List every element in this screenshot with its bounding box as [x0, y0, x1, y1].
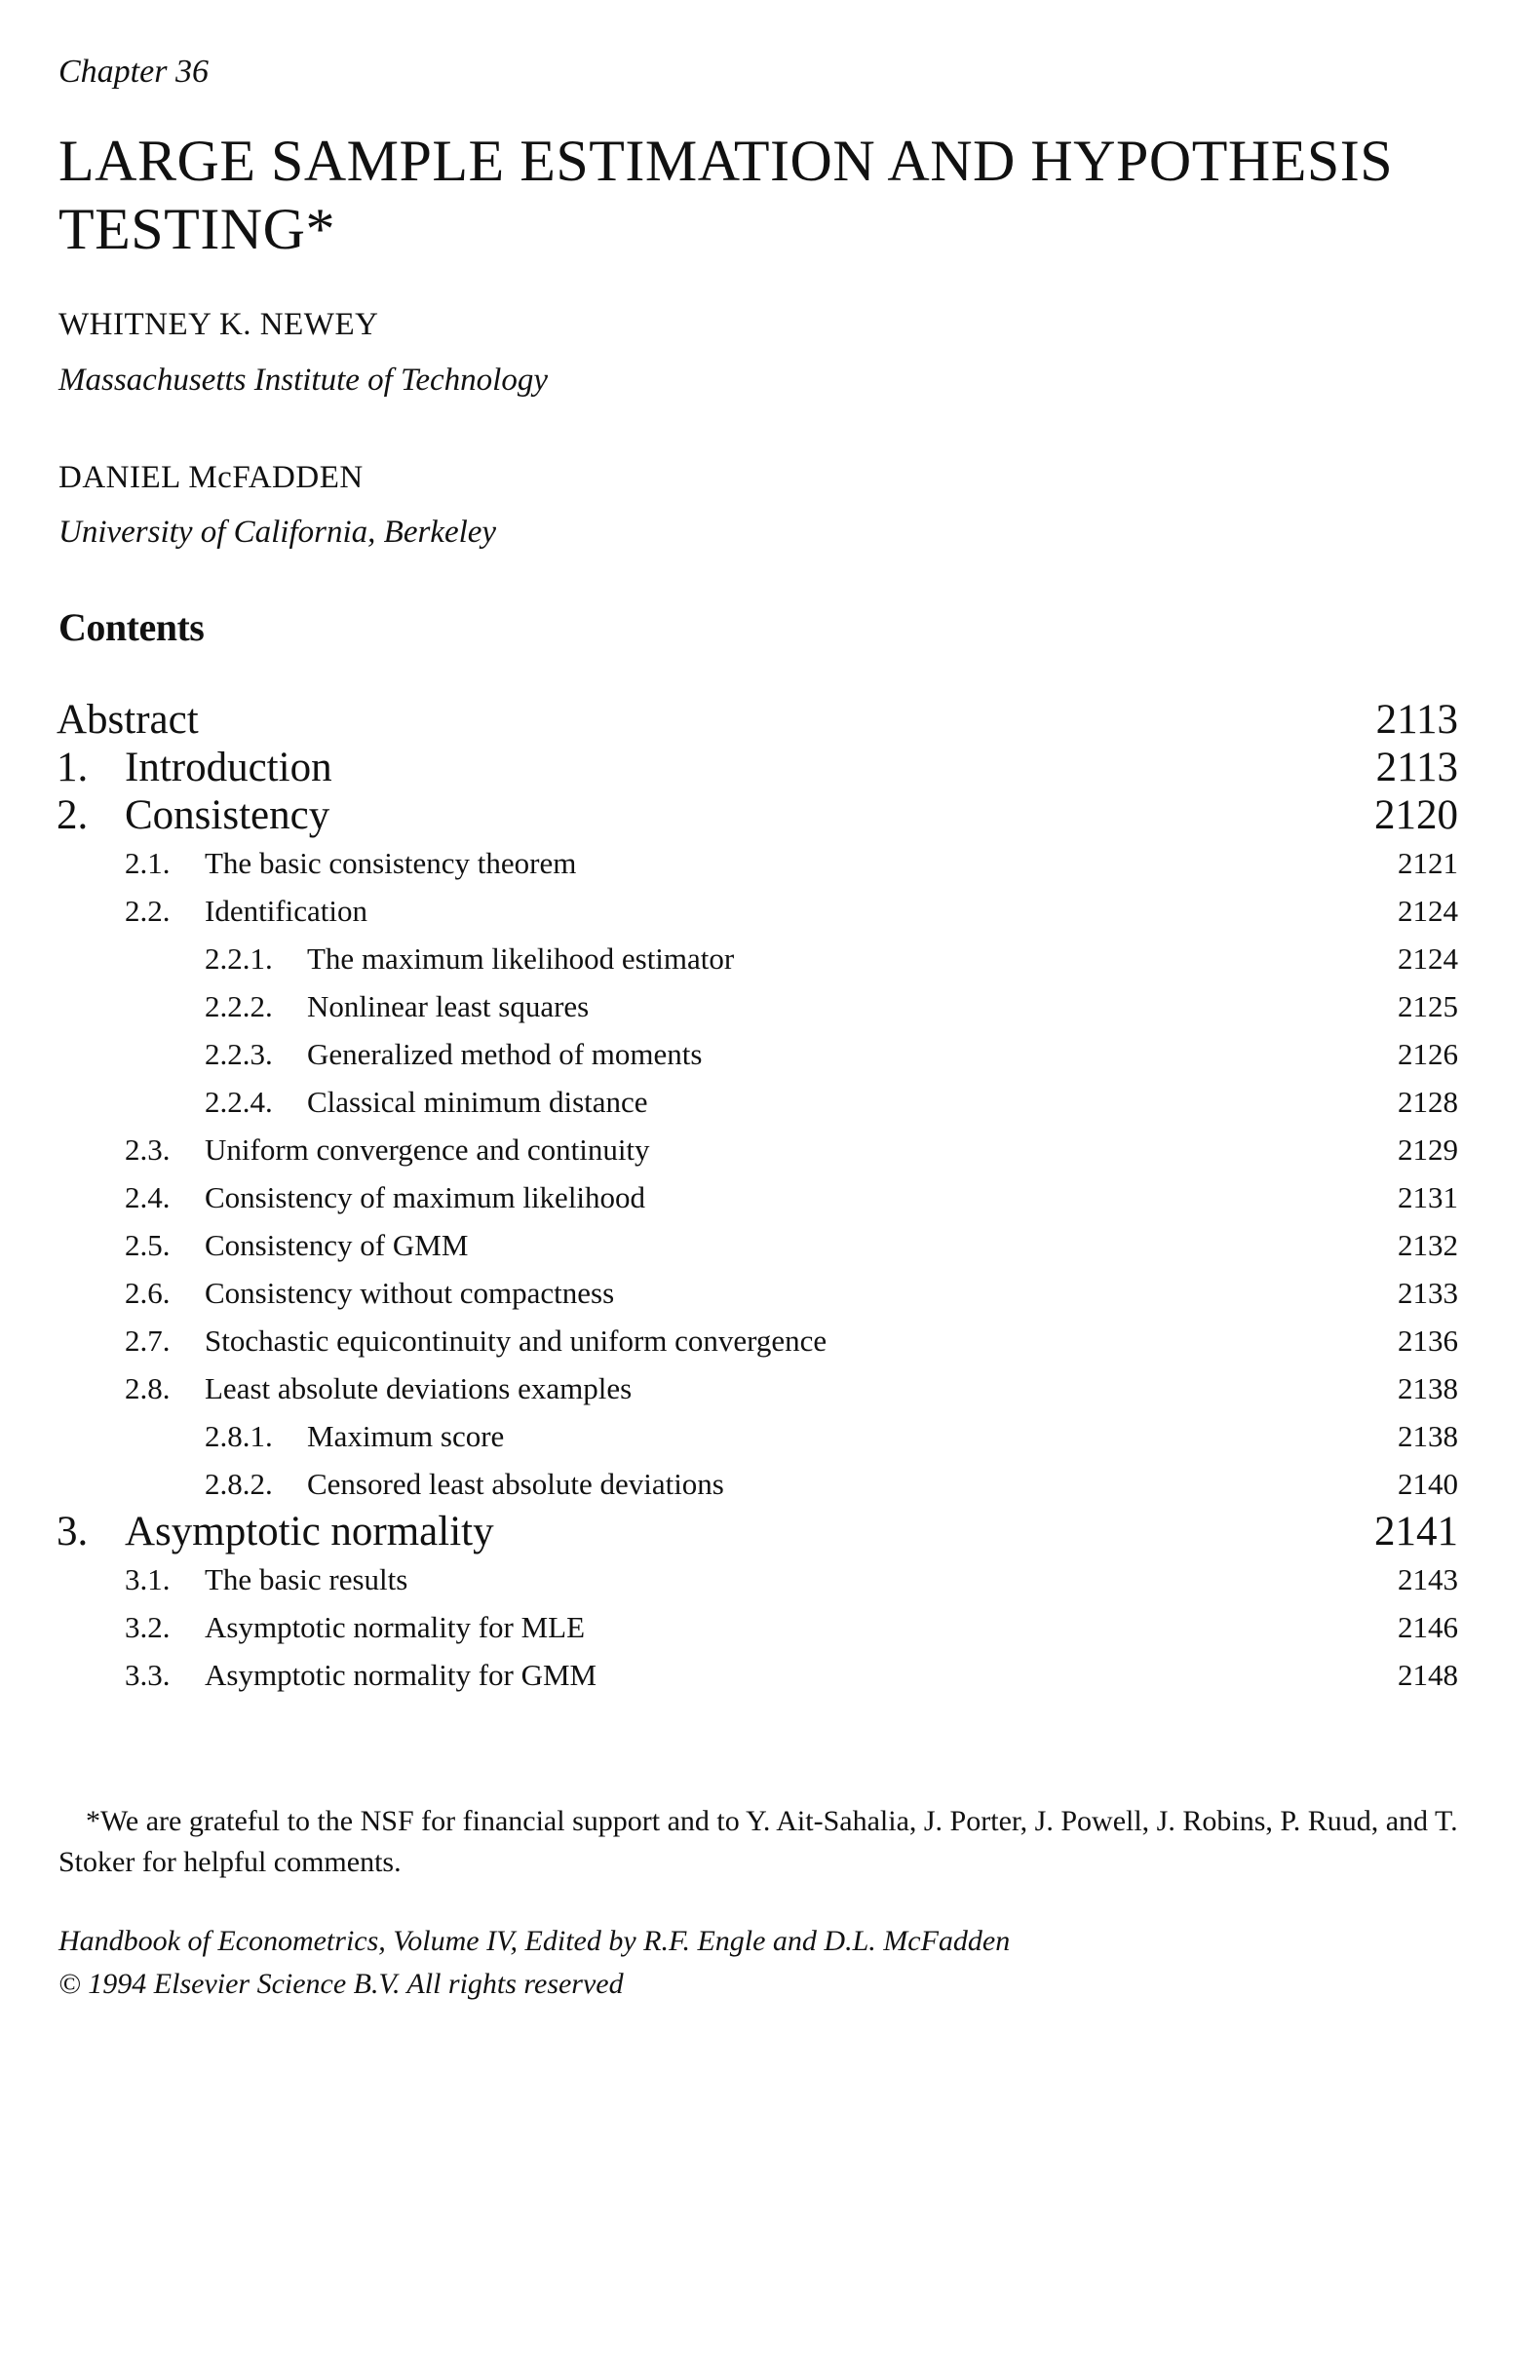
toc-entry-number: 2.2.1.	[205, 941, 273, 976]
toc-entry-title: Maximum score	[307, 1419, 505, 1453]
toc-entry	[0, 983, 1540, 1030]
chapter-label: Chapter 36	[58, 54, 209, 90]
author-affiliation-2: University of California, Berkeley	[58, 515, 497, 550]
toc-entry-number: 2.4.	[125, 1180, 171, 1214]
toc-entry	[0, 1222, 1540, 1269]
toc-entry-number: 2.5.	[125, 1228, 171, 1262]
toc-entry-number: 2.2.4.	[205, 1085, 273, 1119]
toc-entry-title: Classical minimum distance	[307, 1085, 648, 1119]
toc-entry-title: Censored least absolute deviations	[307, 1467, 724, 1501]
author-name-1: WHITNEY K. NEWEY	[58, 307, 379, 342]
toc-entry	[0, 840, 1540, 887]
toc-entry-title: Abstract	[57, 697, 199, 743]
toc-entry	[0, 1174, 1540, 1221]
toc-entry-title: Consistency	[125, 792, 330, 838]
toc-entry-title: Asymptotic normality for GMM	[205, 1658, 597, 1692]
toc-entry	[0, 936, 1540, 982]
toc-entry-page: 2138	[1398, 1371, 1458, 1405]
toc-entry-title: Asymptotic normality	[125, 1509, 494, 1555]
toc-entry-number: 2.8.1.	[205, 1419, 273, 1453]
toc-entry-title: Identification	[205, 894, 367, 928]
toc-entry	[0, 697, 1540, 744]
toc-entry-number: 2.1.	[125, 846, 171, 880]
toc-entry-page: 2146	[1398, 1610, 1458, 1644]
toc-entry-number: 3.2.	[125, 1610, 171, 1644]
toc-entry-number: 3.1.	[125, 1562, 171, 1596]
toc-entry-title: The maximum likelihood estimator	[307, 941, 735, 976]
toc-entry-page: 2136	[1398, 1324, 1458, 1358]
toc-entry-page: 2138	[1398, 1419, 1458, 1453]
toc-entry-page: 2132	[1398, 1228, 1458, 1262]
copyright-notice: © 1994 Elsevier Science B.V. All rights reserved	[58, 1968, 624, 2000]
toc-entry-page: 2129	[1398, 1132, 1458, 1167]
toc-entry-page: 2141	[1374, 1509, 1458, 1555]
author-affiliation-1: Massachusetts Institute of Technology	[58, 363, 548, 398]
publication-info	[58, 1920, 1482, 2006]
toc-entry	[0, 1461, 1540, 1508]
toc-entry	[0, 1652, 1540, 1699]
toc-entry-title: Consistency without compactness	[205, 1276, 615, 1310]
toc-entry-number: 3.3.	[125, 1658, 171, 1692]
toc-entry-title: Introduction	[125, 745, 332, 790]
toc-entry-number: 2.6.	[125, 1276, 171, 1310]
toc-entry	[0, 888, 1540, 935]
toc-entry-number: 1.	[57, 745, 89, 790]
toc-entry-page: 2113	[1375, 697, 1458, 743]
toc-entry-title: Asymptotic normality for MLE	[205, 1610, 586, 1644]
toc-entry-number: 2.8.	[125, 1371, 171, 1405]
acknowledgement-footnote: *We are grateful to the NSF for financial support and to Y. Ait-Sahalia, J. Porter, J. Powell, J. Robins, P. Ruud, and T. Stoker for helpful comments.	[58, 1805, 1458, 1878]
toc-entry	[0, 1270, 1540, 1317]
toc-entry-page: 2113	[1375, 745, 1458, 790]
toc-entry-number: 2.7.	[125, 1324, 171, 1358]
toc-entry-number: 3.	[57, 1509, 89, 1555]
author-name-2: DANIEL McFADDEN	[58, 460, 364, 495]
toc-entry-title: The basic consistency theorem	[205, 846, 577, 880]
contents-heading: Contents	[58, 605, 205, 649]
toc-entry-page: 2133	[1398, 1276, 1458, 1310]
toc-entry-number: 2.2.3.	[205, 1037, 273, 1071]
toc-entry-title: Consistency of maximum likelihood	[205, 1180, 646, 1214]
toc-entry-page: 2126	[1398, 1037, 1458, 1071]
toc-entry-page: 2124	[1398, 941, 1458, 976]
toc-entry-number: 2.8.2.	[205, 1467, 273, 1501]
toc-entry-number: 2.3.	[125, 1132, 171, 1167]
toc-entry-number: 2.2.2.	[205, 989, 273, 1023]
toc-entry-title: Consistency of GMM	[205, 1228, 469, 1262]
toc-entry	[0, 1318, 1540, 1364]
toc-entry-page: 2148	[1398, 1658, 1458, 1692]
toc-entry-title: Least absolute deviations examples	[205, 1371, 633, 1405]
toc-entry	[0, 1365, 1540, 1412]
toc-entry-title: Generalized method of moments	[307, 1037, 703, 1071]
toc-entry	[0, 1604, 1540, 1651]
toc-entry-title: The basic results	[205, 1562, 408, 1596]
toc-entry-title: Stochastic equicontinuity and uniform convergence	[205, 1324, 828, 1358]
toc-entry-number: 2.2.	[125, 894, 171, 928]
toc-entry-page: 2120	[1374, 792, 1458, 838]
toc-entry	[0, 792, 1540, 839]
toc-entry-page: 2143	[1398, 1562, 1458, 1596]
toc-entry-page: 2124	[1398, 894, 1458, 928]
handbook-citation: Handbook of Econometrics, Volume IV, Edited by R.F. Engle and D.L. McFadden	[58, 1925, 1011, 1957]
toc-entry	[0, 1127, 1540, 1173]
toc-entry-title: Nonlinear least squares	[307, 989, 590, 1023]
toc-entry	[0, 1079, 1540, 1126]
toc-entry-page: 2125	[1398, 989, 1458, 1023]
toc-entry-title: Uniform convergence and continuity	[205, 1132, 650, 1167]
toc-entry-number: 2.	[57, 792, 89, 838]
toc-entry	[0, 1413, 1540, 1460]
toc-entry	[0, 1031, 1540, 1078]
toc-entry	[0, 1509, 1540, 1555]
toc-entry-page: 2140	[1398, 1467, 1458, 1501]
toc-entry-page: 2131	[1398, 1180, 1458, 1214]
toc-entry	[0, 1556, 1540, 1603]
chapter-title: LARGE SAMPLE ESTIMATION AND HYPOTHESIS TESTING*	[58, 129, 1394, 261]
toc-entry-page: 2121	[1398, 846, 1458, 880]
toc-entry-page: 2128	[1398, 1085, 1458, 1119]
toc-entry	[0, 745, 1540, 791]
